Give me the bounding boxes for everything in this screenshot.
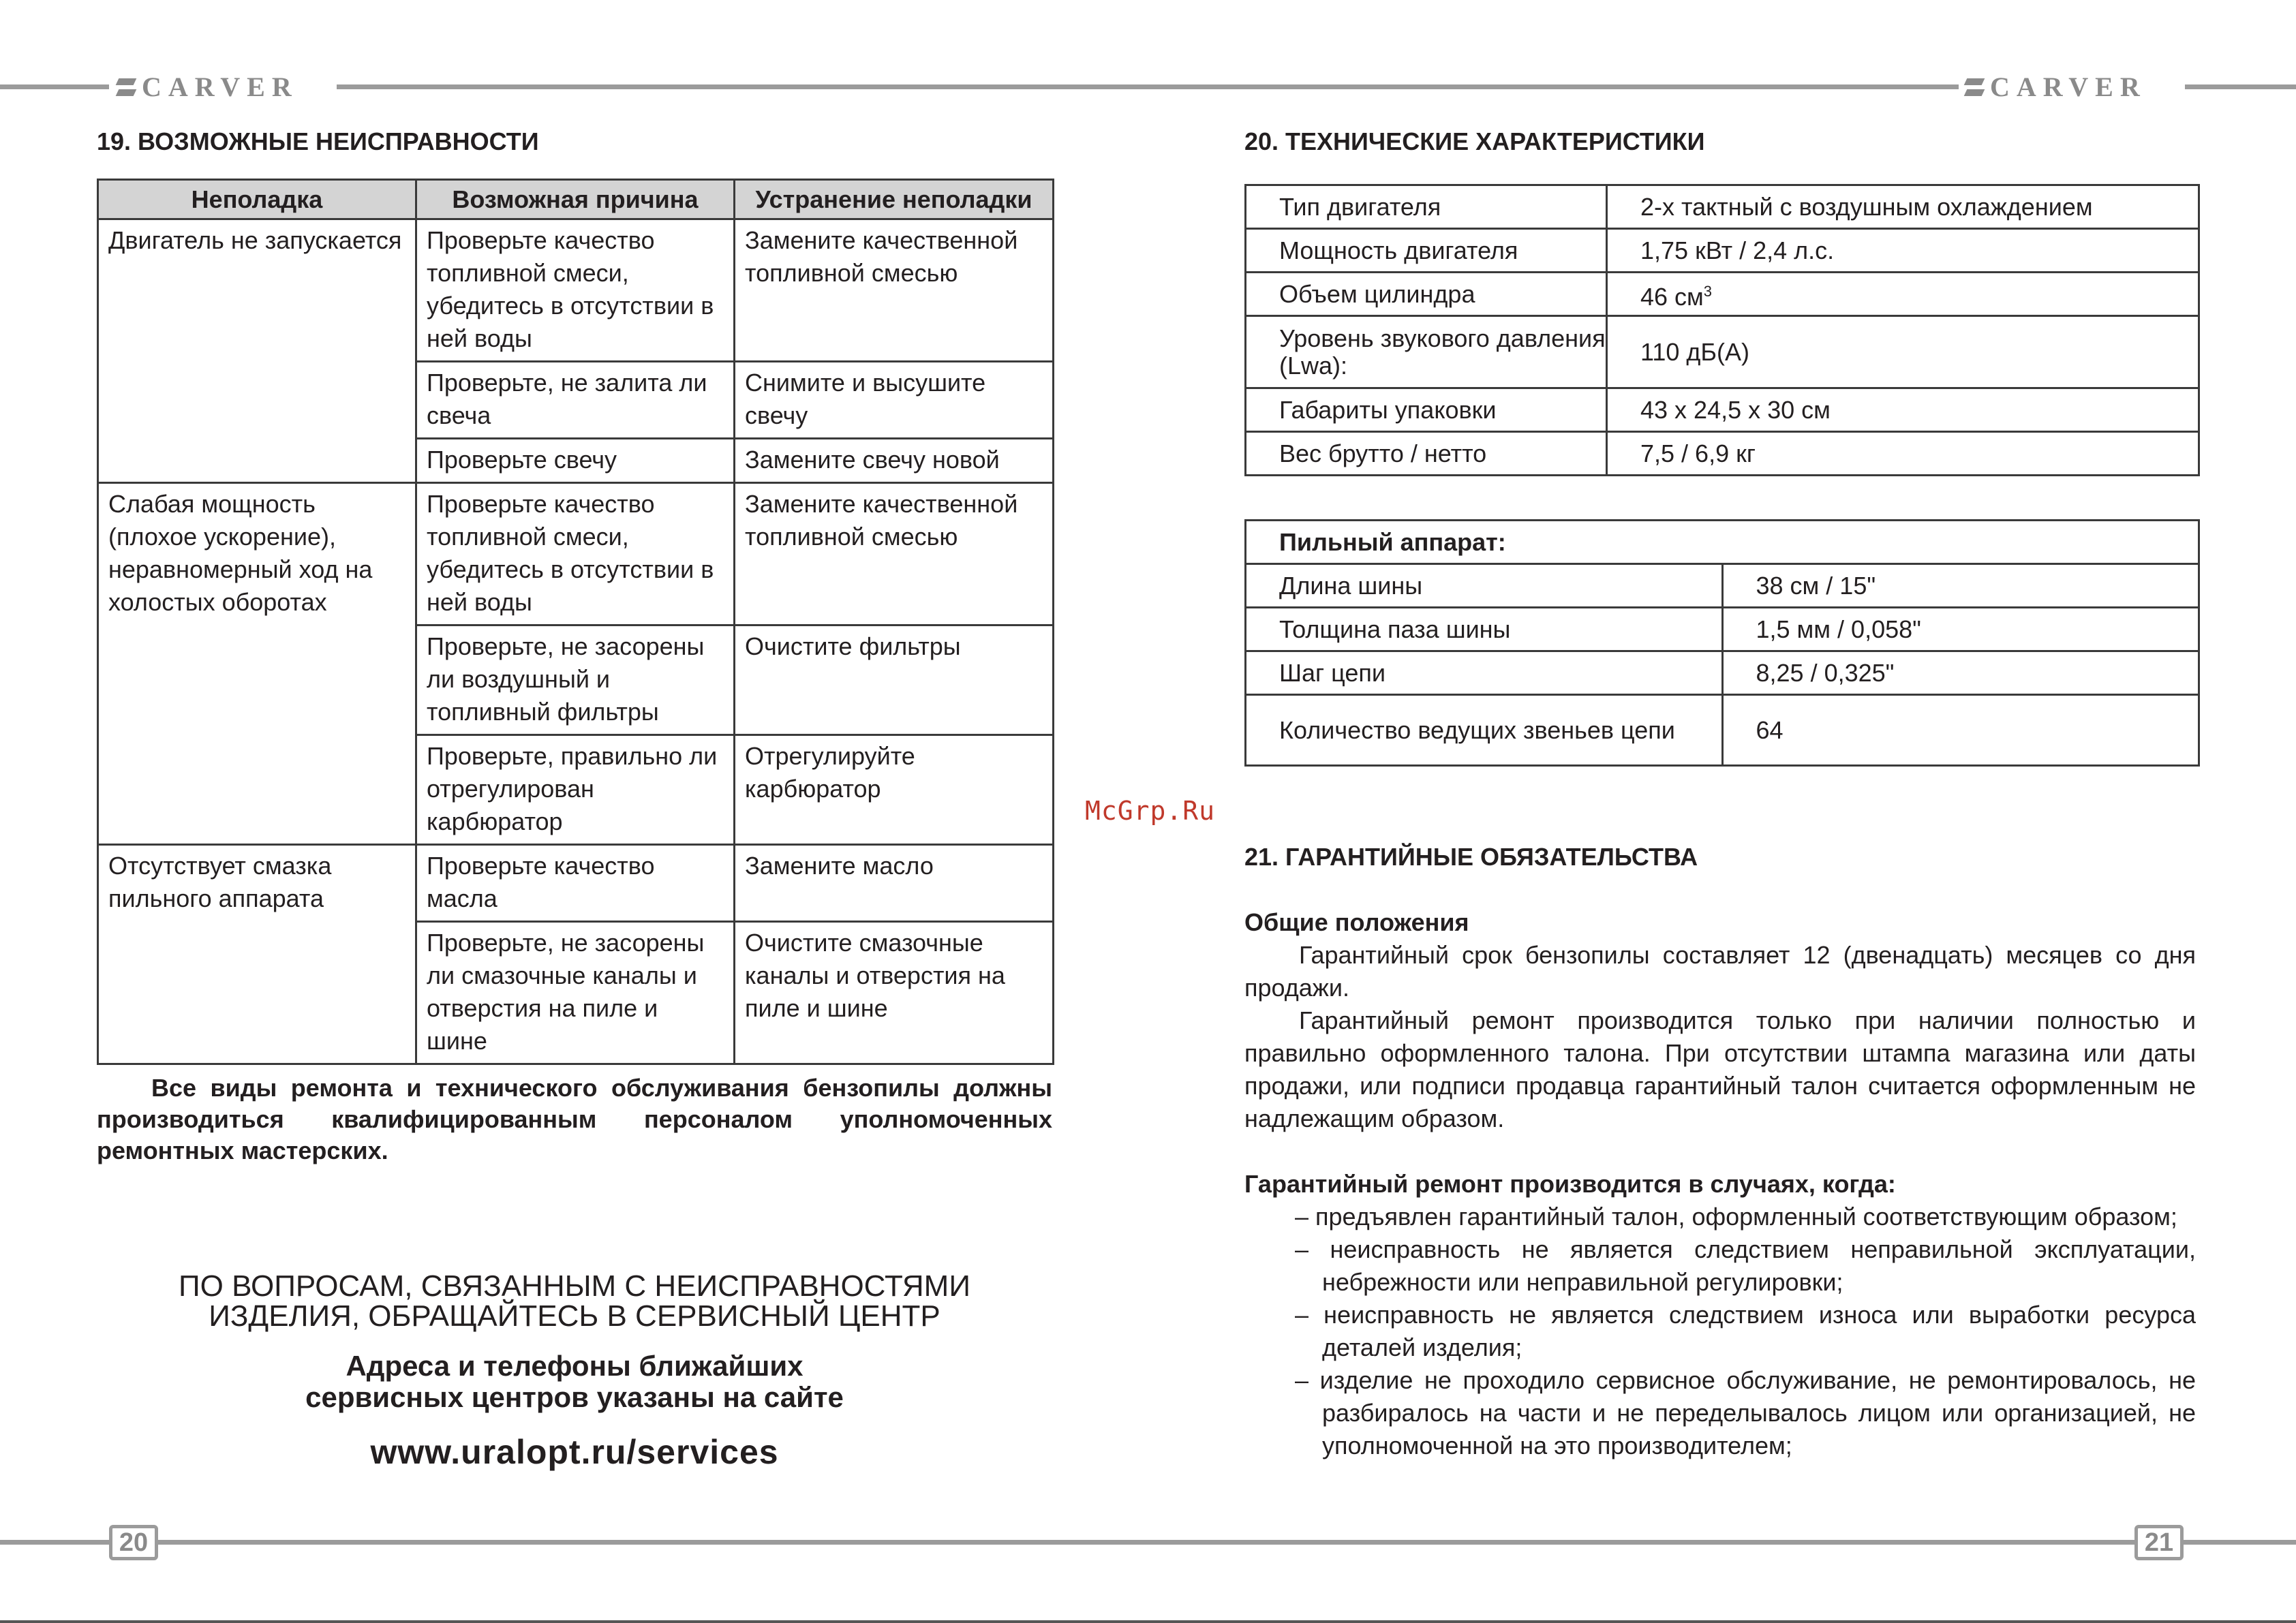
list-item: – неисправность не является следствием неправильной эксплуатации, небрежности или неправильной регулировки; <box>1295 1235 2196 1296</box>
cause-cell: Проверьте качество топливной смеси, убедитесь в отсутствии в ней воды <box>416 483 735 625</box>
faults-title: 19. ВОЗМОЖНЫЕ НЕИСПРАВНОСТИ <box>97 127 539 155</box>
faults-header-row <box>98 180 1054 219</box>
list-item: – предъявлен гарантийный талон, оформленный соответствующим образом; <box>1295 1203 2177 1231</box>
spec-value-cell <box>1607 273 2199 316</box>
service-line-2: ИЗДЕЛИЯ, ОБРАЩАЙТЕСЬ В СЕРВИСНЫЙ ЦЕНТР <box>209 1299 940 1333</box>
footer-rule <box>0 1540 2296 1545</box>
header-rule-left <box>0 84 109 89</box>
spec-value: 43 х 24,5 х 30 см <box>1607 388 2199 432</box>
spec-row <box>1246 273 2199 316</box>
cases-heading: Гарантийный ремонт производится в случаях, когда: <box>1244 1170 1896 1198</box>
spec-label: Уровень звукового давления (Lwa): <box>1246 316 1607 388</box>
spec-value: 38 см / 15" <box>1722 564 2199 608</box>
fix-cell: Отрегулируйте карбюратор <box>735 735 1054 845</box>
spec-row <box>1246 229 2199 273</box>
fix-cell: Очистите фильтры <box>735 625 1054 735</box>
saw-heading: Пильный аппарат: <box>1246 521 2199 564</box>
fix-cell: Замените качественной топливной смесью <box>735 483 1054 625</box>
cases-list <box>1295 1201 2196 1462</box>
faults-table <box>97 179 1054 1065</box>
service-line-3: Адреса и телефоны ближайших <box>346 1350 803 1382</box>
spec-value: 64 <box>1722 695 2199 766</box>
problem-cell: Двигатель не запускается <box>98 219 416 483</box>
saw-table <box>1244 519 2200 767</box>
spec-label: Мощность двигателя <box>1246 229 1607 273</box>
spec-label: Шаг цепи <box>1246 651 1723 695</box>
saw-heading-row <box>1246 521 2199 564</box>
spec-label: Габариты упаковки <box>1246 388 1607 432</box>
general-heading: Общие положения <box>1244 908 1469 936</box>
column-header-problem: Неполадка <box>98 180 416 219</box>
spec-label: Длина шины <box>1246 564 1723 608</box>
table-row <box>98 219 1054 362</box>
page-number-left: 20 <box>109 1525 158 1560</box>
cause-cell: Проверьте качество топливной смеси, убедитесь в отсутствии в ней воды <box>416 219 735 362</box>
cause-cell: Проверьте, правильно ли отрегулирован карбюратор <box>416 735 735 845</box>
cause-cell: Проверьте, не залита ли свеча <box>416 362 735 439</box>
spec-label: Тип двигателя <box>1246 185 1607 229</box>
spec-value: 7,5 / 6,9 кг <box>1607 432 2199 476</box>
spec-value-superscript: 3 <box>1703 282 1713 300</box>
column-header-cause: Возможная причина <box>416 180 735 219</box>
table-row <box>98 483 1054 625</box>
watermark: McGrp.Ru <box>1085 796 1216 826</box>
brand-logo-left <box>117 74 299 101</box>
spec-row <box>1246 185 2199 229</box>
cause-cell: Проверьте свечу <box>416 439 735 483</box>
spec-value: 2-х тактный с воздушным охлаждением <box>1607 185 2199 229</box>
spec-label: Толщина паза шины <box>1246 608 1723 651</box>
spec-row <box>1246 608 2199 651</box>
fix-cell: Замените качественной топливной смесью <box>735 219 1054 362</box>
table-row <box>98 845 1054 922</box>
logo-mark-icon <box>1965 78 1983 96</box>
spec-row <box>1246 388 2199 432</box>
spec-row <box>1246 695 2199 766</box>
spec-label: Вес брутто / нетто <box>1246 432 1607 476</box>
fix-cell: Замените масло <box>735 845 1054 922</box>
header-rule-right <box>2185 84 2296 89</box>
service-notice <box>97 1271 1052 1331</box>
service-line-1: ПО ВОПРОСАМ, СВЯЗАННЫМ С НЕИСПРАВНОСТЯМИ <box>179 1269 970 1303</box>
column-header-fix: Устранение неполадки <box>735 180 1054 219</box>
service-url: www.uralopt.ru/services <box>370 1433 779 1471</box>
spec-value: 1,5 мм / 0,058" <box>1722 608 2199 651</box>
brand-logo-right <box>1965 74 2147 101</box>
spec-label: Объем цилиндра <box>1246 273 1607 316</box>
fix-cell: Снимите и высушите свечу <box>735 362 1054 439</box>
cause-cell: Проверьте, не засорены ли смазочные каналы и отверстия на пиле и шине <box>416 922 735 1064</box>
spec-label: Количество ведущих звеньев цепи <box>1246 695 1723 766</box>
problem-cell: Слабая мощность (плохое ускорение), неравномерный ход на холостых оборотах <box>98 483 416 845</box>
fix-cell: Замените свечу новой <box>735 439 1054 483</box>
logo-text: CARVER <box>142 72 299 102</box>
warranty-paragraph-2: Гарантийный ремонт производится только при наличии полностью и правильно оформленного талона. При отсутствии штампа магазина или даты продажи, или подписи продавца гарантийный талон считается оформленным не надлежащим образом. <box>1244 1006 2196 1132</box>
problem-cell: Отсутствует смазка пильного аппарата <box>98 845 416 1064</box>
list-item: – изделие не проходило сервисное обслуживание, не ремонтировалось, не разбиралось на части и не переделывалось лицом или организацией, не уполномоченной на это производителем; <box>1295 1366 2196 1459</box>
cause-cell: Проверьте качество масла <box>416 845 735 922</box>
logo-mark-icon <box>117 78 135 96</box>
spec-row <box>1246 651 2199 695</box>
spec-row <box>1246 564 2199 608</box>
header-rule-center <box>337 84 1959 89</box>
fix-cell: Очистите смазочные каналы и отверстия на пиле и шине <box>735 922 1054 1064</box>
spec-value: 8,25 / 0,325" <box>1722 651 2199 695</box>
bottom-edge-rule <box>0 1620 2296 1623</box>
warranty-paragraph-1: Гарантийный срок бензопилы составляет 12 (двенадцать) месяцев со дня продажи. <box>1244 941 2196 1002</box>
warranty-title: 21. ГАРАНТИЙНЫЕ ОБЯЗАТЕЛЬСТВА <box>1244 843 1698 871</box>
spec-value: 1,75 кВт / 2,4 л.с. <box>1607 229 2199 273</box>
service-centers-info <box>97 1350 1052 1413</box>
logo-text: CARVER <box>1990 72 2147 102</box>
service-line-4: сервисных центров указаны на сайте <box>305 1381 844 1413</box>
specs-title: 20. ТЕХНИЧЕСКИЕ ХАРАКТЕРИСТИКИ <box>1244 127 1705 155</box>
spec-row <box>1246 316 2199 388</box>
cause-cell: Проверьте, не засорены ли воздушный и топливный фильтры <box>416 625 735 735</box>
spec-value: 110 дБ(А) <box>1607 316 2199 388</box>
page-number-right: 21 <box>2134 1525 2184 1560</box>
repair-note: Все виды ремонта и технического обслуживания бензопилы должны производиться квалифицированным персоналом уполномоченных ремонтных мастерских. <box>97 1074 1052 1164</box>
spec-row <box>1246 432 2199 476</box>
specs-table <box>1244 184 2200 476</box>
spec-value: 46 см <box>1640 282 1704 311</box>
list-item: – неисправность не является следствием износа или выработки ресурса деталей изделия; <box>1295 1301 2196 1361</box>
